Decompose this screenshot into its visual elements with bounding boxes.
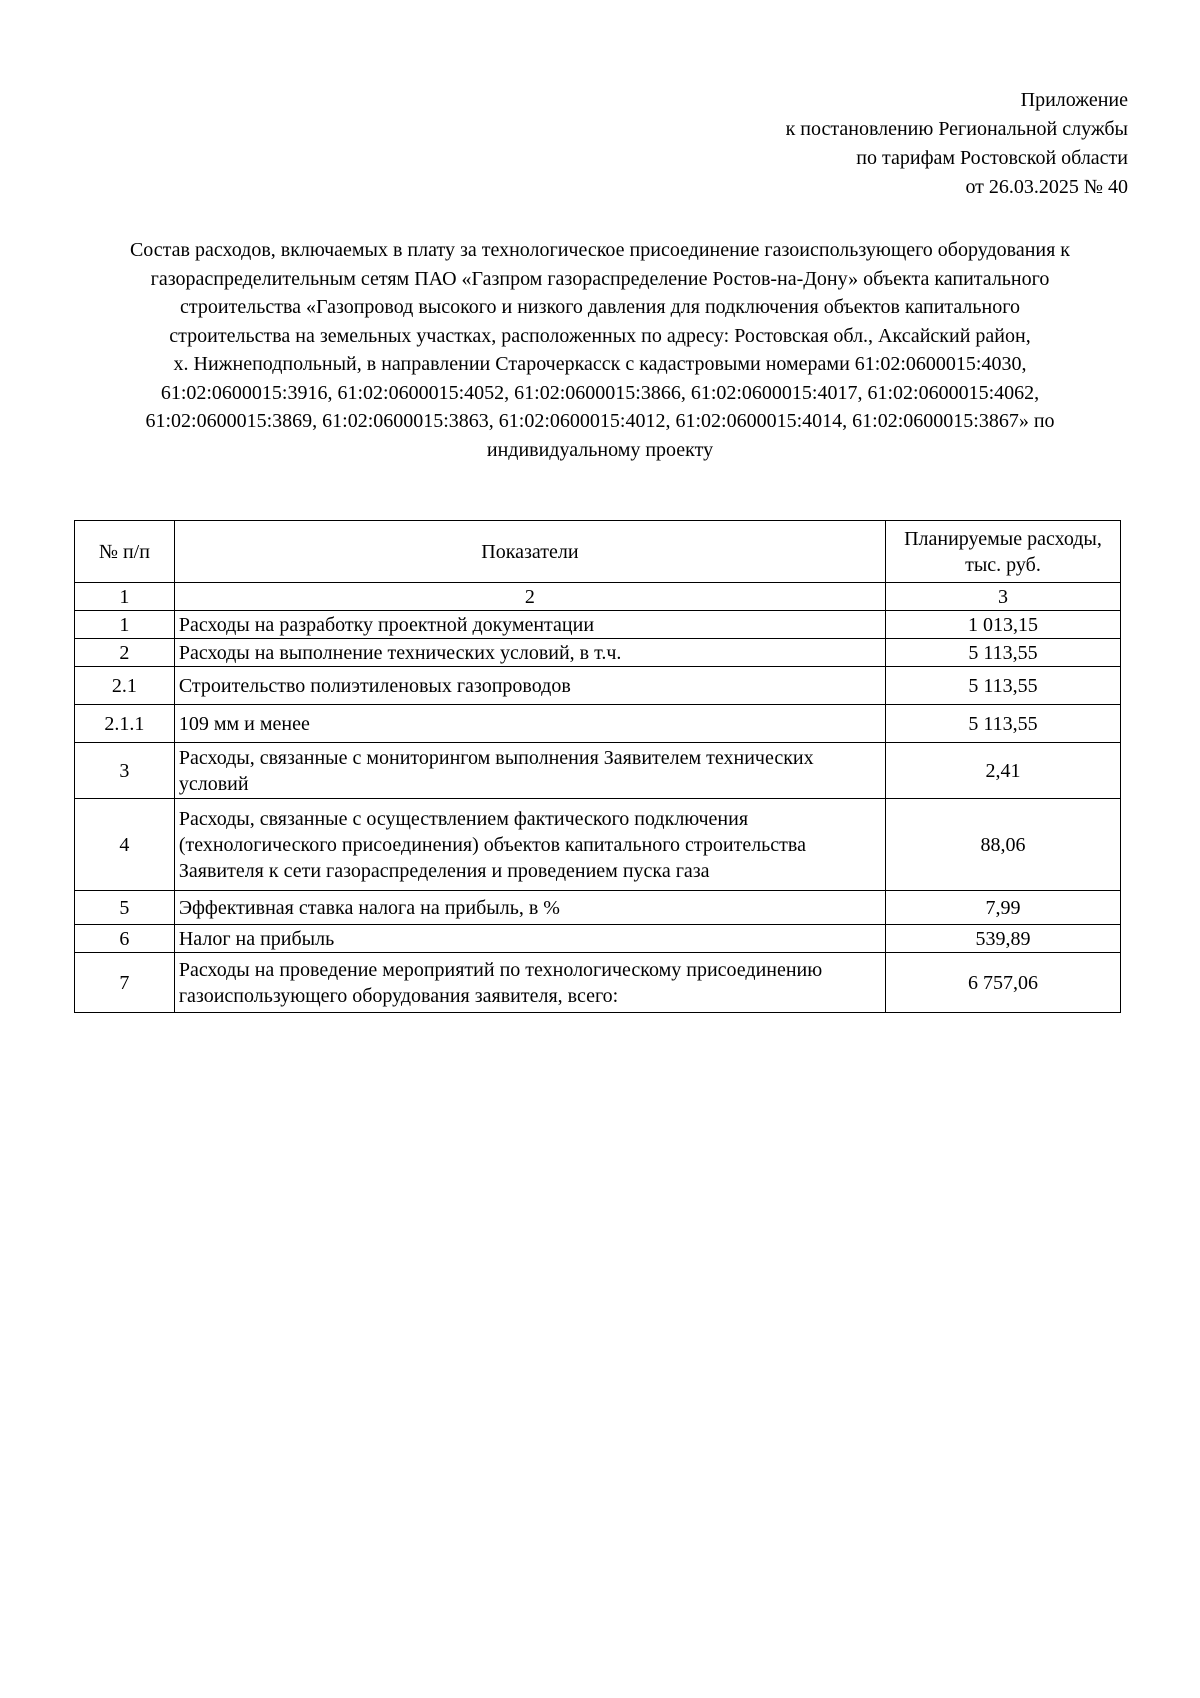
table-row: [75, 611, 1121, 639]
row-num: 6: [75, 925, 175, 953]
table-row: [75, 953, 1121, 1013]
column-number-row: [75, 583, 1121, 611]
table-row: [75, 705, 1121, 743]
row-value: 5 113,55: [885, 639, 1120, 667]
title-line: строительства «Газопровод высокого и низкого давления для подключения объектов капитального: [180, 296, 1020, 318]
table-row: [75, 799, 1121, 891]
appendix-line: по тарифам Ростовской области: [856, 147, 1128, 169]
row-name: Расходы на выполнение технических условий, в т.ч.: [174, 639, 885, 667]
header-value-line: тыс. руб.: [965, 553, 1041, 576]
column-number: 3: [885, 583, 1120, 611]
row-value: 539,89: [885, 925, 1120, 953]
row-num: 2: [75, 639, 175, 667]
appendix-header: [608, 86, 1128, 202]
expenses-table: [74, 520, 1121, 1013]
column-number: 1: [75, 583, 175, 611]
title-line: 61:02:0600015:3869, 61:02:0600015:3863, 61:02:0600015:4012, 61:02:0600015:4014, 61:02:0600015:3867» по: [145, 410, 1055, 432]
header-value-line: Планируемые расходы,: [904, 527, 1102, 550]
row-name: Строительство полиэтиленовых газопроводов: [174, 667, 885, 705]
column-number: 2: [174, 583, 885, 611]
row-name: 109 мм и менее: [174, 705, 885, 743]
row-name: Расходы, связанные с мониторингом выполнения Заявителем технических условий: [174, 743, 885, 799]
table-row: [75, 925, 1121, 953]
row-num: 7: [75, 953, 175, 1013]
row-value: 5 113,55: [885, 667, 1120, 705]
row-value: 5 113,55: [885, 705, 1120, 743]
table-row: [75, 667, 1121, 705]
row-value: 88,06: [885, 799, 1120, 891]
row-name: Эффективная ставка налога на прибыль, в %: [174, 891, 885, 925]
title-line: строительства на земельных участках, расположенных по адресу: Ростовская обл., Аксайский район,: [169, 324, 1031, 347]
document-title: [78, 236, 1122, 464]
row-num: 1: [75, 611, 175, 639]
row-num: 2.1.1: [75, 705, 175, 743]
row-num: 5: [75, 891, 175, 925]
row-value: 6 757,06: [885, 953, 1120, 1013]
appendix-date-line: от 26.03.2025 № 40: [965, 176, 1128, 198]
row-name: Расходы, связанные с осуществлением фактического подключения (технологического присоединения) объектов капитального строительства Заявителя к сети газораспределения и проведением пуска газа: [174, 799, 885, 891]
title-line: х. Нижнеподпольный, в направлении Старочеркасск с кадастровыми номерами 61:02:0600015:4030,: [173, 353, 1027, 375]
row-num: 3: [75, 743, 175, 799]
row-name: Расходы на проведение мероприятий по технологическому присоединению газоиспользующего оборудования заявителя, всего:: [174, 953, 885, 1013]
table-row: [75, 891, 1121, 925]
title-line: Состав расходов, включаемых в плату за технологическое присоединение газоиспользующего оборудования к: [129, 239, 1071, 261]
row-value: 1 013,15: [885, 611, 1120, 639]
row-name: Расходы на разработку проектной документации: [174, 611, 885, 639]
appendix-line: к постановлению Региональной службы: [785, 118, 1128, 140]
title-line: индивидуальному проекту: [486, 438, 714, 461]
row-value: 2,41: [885, 743, 1120, 799]
header-num: № п/п: [75, 521, 175, 583]
appendix-line: Приложение: [1020, 89, 1128, 111]
table-row: [75, 639, 1121, 667]
header-value: [885, 521, 1120, 583]
header-name: Показатели: [174, 521, 885, 583]
table-row: [75, 743, 1121, 799]
row-num: 4: [75, 799, 175, 891]
title-line: 61:02:0600015:3916, 61:02:0600015:4052, 61:02:0600015:3866, 61:02:0600015:4017, 61:02:0600015:4062,: [160, 381, 1040, 404]
row-name: Налог на прибыль: [174, 925, 885, 953]
title-line: газораспределительным сетям ПАО «Газпром газораспределение Ростов-на-Дону» объекта капитального: [150, 267, 1050, 290]
row-value: 7,99: [885, 891, 1120, 925]
row-num: 2.1: [75, 667, 175, 705]
table-header-row: [75, 521, 1121, 583]
